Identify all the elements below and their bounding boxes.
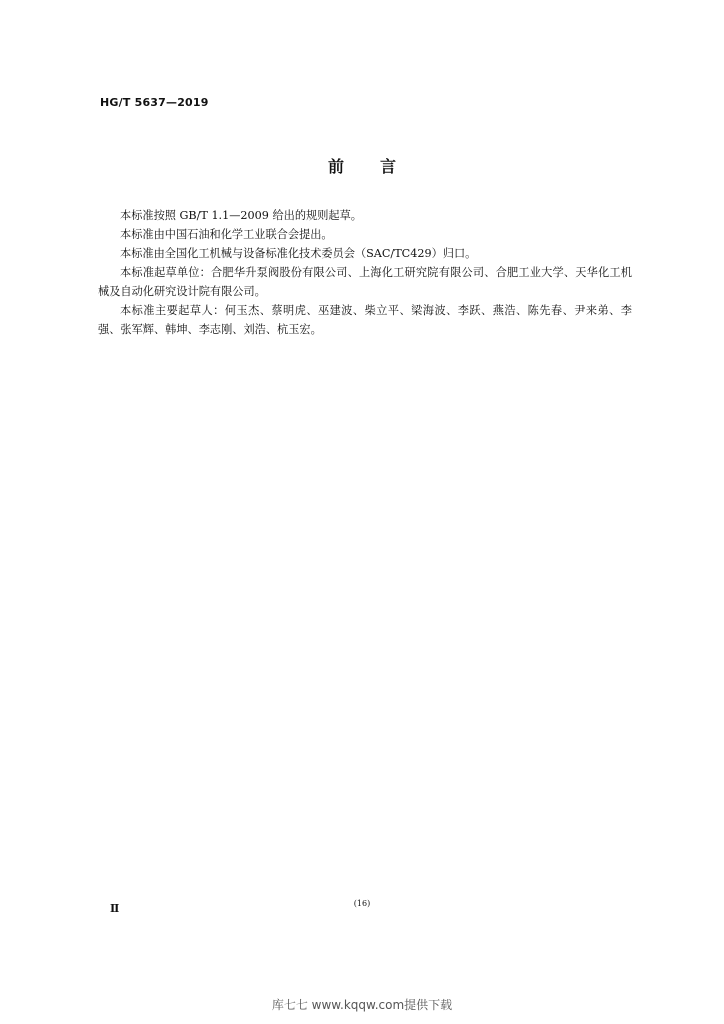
page-roman-numeral: Ⅱ (110, 902, 120, 915)
paragraph-drafting-units: 本标准起草单位：合肥华升泵阀股份有限公司、上海化工研究院有限公司、合肥工业大学、天华化工机械及自动化研究设计院有限公司。 (98, 266, 632, 298)
page-title: 前言 (327, 157, 432, 176)
paragraph-proposer: 本标准由中国石油和化学工业联合会提出。 (120, 228, 333, 241)
paragraph-drafters: 本标准主要起草人：何玉杰、蔡明虎、巫建波、柴立平、梁海波、李跃、燕浩、陈先春、尹来弟、李强、张军辉、韩坤、李志刚、刘浩、杭玉宏。 (98, 304, 632, 336)
paragraph-technical-committee: 本标准由全国化工机械与设备标准化技术委员会（SAC/TC429）归口。 (120, 247, 477, 260)
download-watermark: 库七七 www.kqqw.com提供下载 (271, 998, 453, 1012)
paragraph-drafting-rules: 本标准按照 GB/T 1.1—2009 给出的规则起草。 (120, 209, 362, 222)
page-number: (16) (353, 899, 371, 908)
foreword-body (98, 206, 632, 339)
standard-code: HG/T 5637—2019 (100, 96, 209, 109)
